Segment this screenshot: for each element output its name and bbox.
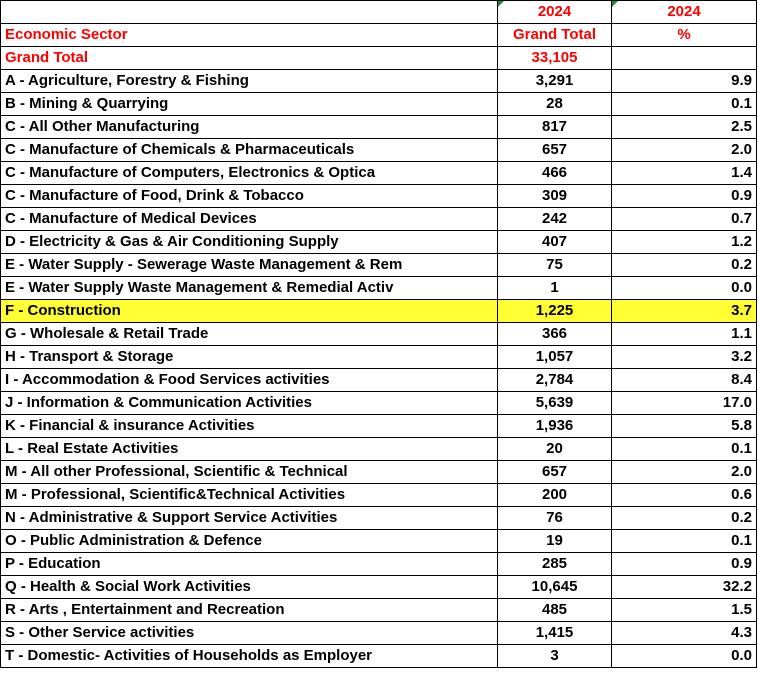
grand-total-cell[interactable]: 285: [498, 553, 612, 576]
percent-cell[interactable]: 0.1: [612, 438, 757, 461]
percent-cell[interactable]: 8.4: [612, 369, 757, 392]
sector-cell[interactable]: D - Electricity & Gas & Air Conditioning Supply: [1, 231, 498, 254]
header-sector-label[interactable]: Economic Sector: [1, 24, 498, 47]
grand-total-pct-cell[interactable]: [612, 47, 757, 70]
table-row: [1, 93, 757, 116]
percent-cell[interactable]: 3.7: [612, 300, 757, 323]
grand-total-row: [1, 47, 757, 70]
sector-cell[interactable]: H - Transport & Storage: [1, 346, 498, 369]
percent-cell[interactable]: 1.2: [612, 231, 757, 254]
sector-cell[interactable]: S - Other Service activities: [1, 622, 498, 645]
grand-total-cell[interactable]: 76: [498, 507, 612, 530]
table-row: [1, 530, 757, 553]
grand-total-cell[interactable]: 2,784: [498, 369, 612, 392]
table-row: [1, 277, 757, 300]
table-row: [1, 484, 757, 507]
grand-total-cell[interactable]: 20: [498, 438, 612, 461]
sector-cell[interactable]: R - Arts , Entertainment and Recreation: [1, 599, 498, 622]
grand-total-cell[interactable]: 10,645: [498, 576, 612, 599]
percent-cell[interactable]: 17.0: [612, 392, 757, 415]
percent-cell[interactable]: 32.2: [612, 576, 757, 599]
sector-cell[interactable]: C - Manufacture of Chemicals & Pharmaceuticals: [1, 139, 498, 162]
percent-cell[interactable]: 1.1: [612, 323, 757, 346]
sector-cell[interactable]: J - Information & Communication Activities: [1, 392, 498, 415]
percent-cell[interactable]: 3.2: [612, 346, 757, 369]
grand-total-cell[interactable]: 3: [498, 645, 612, 668]
table-row: [1, 300, 757, 323]
table-row: [1, 254, 757, 277]
sector-cell[interactable]: C - Manufacture of Computers, Electronics & Optica: [1, 162, 498, 185]
table-row: [1, 208, 757, 231]
table-row: [1, 346, 757, 369]
grand-total-cell[interactable]: 366: [498, 323, 612, 346]
sector-cell[interactable]: Q - Health & Social Work Activities: [1, 576, 498, 599]
sector-cell[interactable]: C - Manufacture of Food, Drink & Tobacco: [1, 185, 498, 208]
sector-cell[interactable]: C - All Other Manufacturing: [1, 116, 498, 139]
table-row: [1, 553, 757, 576]
header-grand-total-label[interactable]: Grand Total: [498, 24, 612, 47]
percent-cell[interactable]: 0.1: [612, 93, 757, 116]
sector-cell[interactable]: N - Administrative & Support Service Activities: [1, 507, 498, 530]
sector-cell[interactable]: E - Water Supply - Sewerage Waste Management & Rem: [1, 254, 498, 277]
percent-cell[interactable]: 1.4: [612, 162, 757, 185]
sector-cell[interactable]: M - Professional, Scientific&Technical Activities: [1, 484, 498, 507]
header-row-year: [1, 1, 757, 24]
table-row: [1, 70, 757, 93]
sector-cell[interactable]: L - Real Estate Activities: [1, 438, 498, 461]
percent-cell[interactable]: 9.9: [612, 70, 757, 93]
table-row: [1, 185, 757, 208]
table-row: [1, 461, 757, 484]
grand-total-cell[interactable]: 485: [498, 599, 612, 622]
table-row: [1, 622, 757, 645]
sector-cell[interactable]: G - Wholesale & Retail Trade: [1, 323, 498, 346]
percent-cell[interactable]: 0.1: [612, 530, 757, 553]
grand-total-cell[interactable]: 1,057: [498, 346, 612, 369]
comment-marker-icon: [498, 1, 504, 7]
table-row: [1, 116, 757, 139]
table-row: [1, 576, 757, 599]
percent-cell[interactable]: 0.0: [612, 645, 757, 668]
grand-total-cell[interactable]: 1: [498, 277, 612, 300]
grand-total-cell[interactable]: 200: [498, 484, 612, 507]
percent-cell[interactable]: 0.2: [612, 254, 757, 277]
grand-total-cell[interactable]: 657: [498, 139, 612, 162]
table-row: [1, 438, 757, 461]
grand-total-cell[interactable]: 3,291: [498, 70, 612, 93]
grand-total-cell[interactable]: 407: [498, 231, 612, 254]
grand-total-cell[interactable]: 19: [498, 530, 612, 553]
sector-cell[interactable]: O - Public Administration & Defence: [1, 530, 498, 553]
table-row: [1, 507, 757, 530]
percent-cell[interactable]: 0.6: [612, 484, 757, 507]
table-row: [1, 231, 757, 254]
percent-cell[interactable]: 2.0: [612, 139, 757, 162]
header-year-total[interactable]: 2024: [498, 1, 612, 24]
table-row: [1, 599, 757, 622]
percent-cell[interactable]: 4.3: [612, 622, 757, 645]
grand-total-cell[interactable]: 1,225: [498, 300, 612, 323]
grand-total-label[interactable]: Grand Total: [1, 47, 498, 70]
table-row: [1, 645, 757, 668]
grand-total-cell[interactable]: 1,936: [498, 415, 612, 438]
sector-cell[interactable]: T - Domestic- Activities of Households as Employer: [1, 645, 498, 668]
grand-total-cell[interactable]: 657: [498, 461, 612, 484]
header-year-pct[interactable]: 2024: [612, 1, 757, 24]
grand-total-cell[interactable]: 28: [498, 93, 612, 116]
grand-total-cell[interactable]: 817: [498, 116, 612, 139]
table-row: [1, 392, 757, 415]
header-blank-cell[interactable]: [1, 1, 498, 24]
table-row: [1, 139, 757, 162]
grand-total-cell[interactable]: 309: [498, 185, 612, 208]
grand-total-cell[interactable]: 242: [498, 208, 612, 231]
percent-cell[interactable]: 0.2: [612, 507, 757, 530]
percent-cell[interactable]: 1.5: [612, 599, 757, 622]
header-row-labels: [1, 24, 757, 47]
sector-cell[interactable]: F - Construction: [1, 300, 498, 323]
table-row: [1, 162, 757, 185]
sector-cell[interactable]: K - Financial & insurance Activities: [1, 415, 498, 438]
table-row: [1, 369, 757, 392]
percent-cell[interactable]: 5.8: [612, 415, 757, 438]
percent-cell[interactable]: 2.0: [612, 461, 757, 484]
grand-total-value[interactable]: 33,105: [498, 47, 612, 70]
grand-total-cell[interactable]: 75: [498, 254, 612, 277]
sector-cell[interactable]: B - Mining & Quarrying: [1, 93, 498, 116]
sector-cell[interactable]: C - Manufacture of Medical Devices: [1, 208, 498, 231]
sector-cell[interactable]: P - Education: [1, 553, 498, 576]
percent-cell[interactable]: 0.9: [612, 553, 757, 576]
sector-cell[interactable]: M - All other Professional, Scientific & Technical: [1, 461, 498, 484]
grand-total-cell[interactable]: 1,415: [498, 622, 612, 645]
percent-cell[interactable]: 2.5: [612, 116, 757, 139]
sector-cell[interactable]: E - Water Supply Waste Management & Remedial Activ: [1, 277, 498, 300]
sector-cell[interactable]: I - Accommodation & Food Services activities: [1, 369, 498, 392]
table-row: [1, 323, 757, 346]
sector-cell[interactable]: A - Agriculture, Forestry & Fishing: [1, 70, 498, 93]
table-row: [1, 415, 757, 438]
header-pct-label[interactable]: %: [612, 24, 757, 47]
grand-total-cell[interactable]: 466: [498, 162, 612, 185]
percent-cell[interactable]: 0.7: [612, 208, 757, 231]
percent-cell[interactable]: 0.9: [612, 185, 757, 208]
percent-cell[interactable]: 0.0: [612, 277, 757, 300]
grand-total-cell[interactable]: 5,639: [498, 392, 612, 415]
comment-marker-icon: [612, 1, 618, 7]
